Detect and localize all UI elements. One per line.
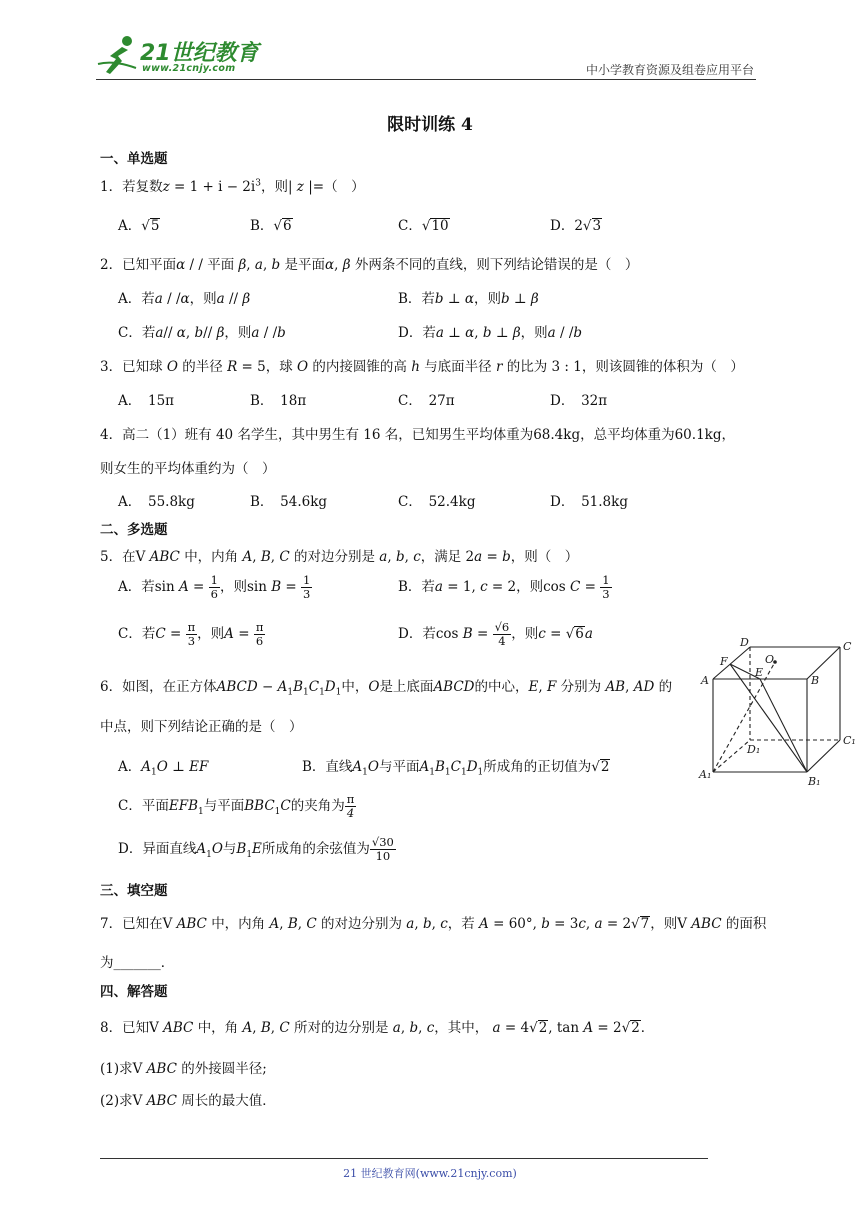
question-5-stem: 5．在V ABC 中，内角 A, B, C 的对边分别是 a, b, c，满足 2a = b，则（ ） — [100, 549, 579, 565]
q6-option-c[interactable]: C．平面$EFB_1$与平面$BBC_1C$的夹角为 $\frac{\pi}{4}$ — [118, 792, 355, 821]
label-A1: A₁ — [699, 768, 712, 781]
question-8-part-1: (1)求V ABC 的外接圆半径; — [100, 1061, 267, 1077]
label-C: C — [843, 640, 852, 653]
logo — [96, 34, 266, 80]
q3-option-a[interactable]: A． 15π — [118, 393, 175, 409]
q6-option-d[interactable]: D．异面直线$A_1O$与$B_1E$所成角的余弦值为 $\frac{√30}{10}$ — [118, 835, 394, 864]
q4-option-b[interactable]: B． 54.6kg — [250, 494, 328, 510]
question-4-line-2: 则女生的平均体重约为（ ） — [100, 461, 276, 477]
section-title-3: 三、填空题 — [100, 883, 168, 899]
q1-option-b[interactable]: B．√6 — [250, 218, 292, 234]
question-4-line-1: 4．高二（1）班有 40 名学生，其中男生有 16 名，已知男生平均体重为68.4kg，总平均体重为60.1kg， — [100, 427, 735, 443]
section-title-1: 一、单选题 — [100, 151, 168, 167]
label-B: B — [811, 674, 820, 687]
q4-option-a[interactable]: A． 55.8kg — [118, 494, 195, 510]
q5-option-c[interactable]: C．若C = $\frac{\pi}{3}$ ，则A = $\frac{\pi}{6}$ — [118, 620, 264, 649]
label-D1: D₁ — [747, 743, 761, 756]
logo-url: www.21cnjy.com — [142, 63, 236, 74]
q3-option-d[interactable]: D． 32π — [550, 393, 608, 409]
footer-text[interactable]: 21 世纪教育网(www.21cnjy.com) — [343, 1167, 517, 1180]
label-F: F — [720, 655, 728, 668]
header-divider — [96, 79, 756, 80]
label-E: E — [755, 666, 764, 679]
q4-option-c[interactable]: C． 52.4kg — [398, 494, 476, 510]
q6-option-b[interactable]: B．直线$A_1O$与平面$A_1B_1C_1D_1$所成角的正切值为√2 — [302, 759, 610, 778]
q1-option-d[interactable]: D．2√3 — [550, 218, 602, 234]
question-8-stem: 8．已知V ABC 中，角 A, B, C 所对的边分别是 a, b, c，其中， a = 4√2, tan A = 2√2． — [100, 1020, 655, 1036]
q3-option-c[interactable]: C． 27π — [398, 393, 455, 409]
q2-option-c[interactable]: C．若a// α, b// β，则a / /b — [118, 325, 286, 341]
q2-option-b[interactable]: B．若b ⊥ α，则b ⊥ β — [398, 291, 539, 307]
logo-text: 21世纪教育 — [140, 41, 259, 66]
question-6-line-1: 6．如图，在正方体ABCD − $A_1B_1C_1D_1$中，O是上底面ABCD的中心，E, F 分别为 AB, AD 的 — [100, 679, 673, 698]
q6-option-a[interactable]: A．$A_1O$ ⊥ EF — [118, 759, 209, 778]
question-7-line-2: 为_______． — [100, 955, 175, 971]
q3-option-b[interactable]: B． 18π — [250, 393, 307, 409]
q4-option-d[interactable]: D． 51.8kg — [550, 494, 628, 510]
question-1-stem: 1．若复数$z = 1 + i - 2i^3$，则| z |=（ ） — [100, 178, 365, 195]
q5-option-a[interactable]: A．若sin A = $\frac{1}{6}$ ，则sin B = $\frac{1}{3}$ — [118, 573, 311, 602]
q5-option-b[interactable]: B．若a = 1, c = 2，则cos C = $\frac{1}{3}$ — [398, 573, 610, 602]
runner-icon — [96, 34, 140, 76]
question-7-line-1: 7．已知在V ABC 中，内角 A, B, C 的对边分别为 a, b, c，若 A = 60°, b = 3c, a = 2√7，则V ABC 的面积 — [100, 916, 767, 932]
q2-option-a[interactable]: A．若a / /α，则a // β — [118, 291, 251, 307]
footer-divider — [100, 1158, 708, 1159]
q1-option-a[interactable]: A．√5 — [118, 218, 160, 234]
q1-option-c[interactable]: C．√10 — [398, 218, 449, 234]
label-C1: C₁ — [843, 734, 856, 747]
label-O: O — [765, 653, 775, 666]
label-A: A — [701, 674, 709, 687]
label-B1: B₁ — [808, 775, 821, 788]
label-D: D — [740, 638, 749, 649]
q5-option-d[interactable]: D．若cos B = $\frac{√6}{4}$ ，则c = √6a — [398, 620, 593, 649]
question-3-stem: 3．已知球 O 的半径 R = 5，球 O 的内接圆锥的高 h 与底面半径 r 的比为 3 : 1，则该圆锥的体积为（ ） — [100, 359, 744, 375]
question-8-part-2: (2)求V ABC 周长的最大值． — [100, 1093, 276, 1109]
question-6-line-2: 中点，则下列结论正确的是（ ） — [100, 719, 303, 735]
platform-name: 中小学教育资源及组卷应用平台 — [585, 63, 754, 77]
section-title-2: 二、多选题 — [100, 522, 168, 538]
cube-figure — [695, 638, 860, 788]
page-title: 限时训练 4 — [387, 115, 473, 135]
q2-option-d[interactable]: D．若a ⊥ α, b ⊥ β，则a / /b — [398, 325, 583, 341]
question-2-stem: 2．已知平面α / / 平面 β, a, b 是平面α, β 外两条不同的直线，则下列结论错误的是（ ） — [100, 257, 639, 273]
section-title-4: 四、解答题 — [100, 984, 168, 1000]
